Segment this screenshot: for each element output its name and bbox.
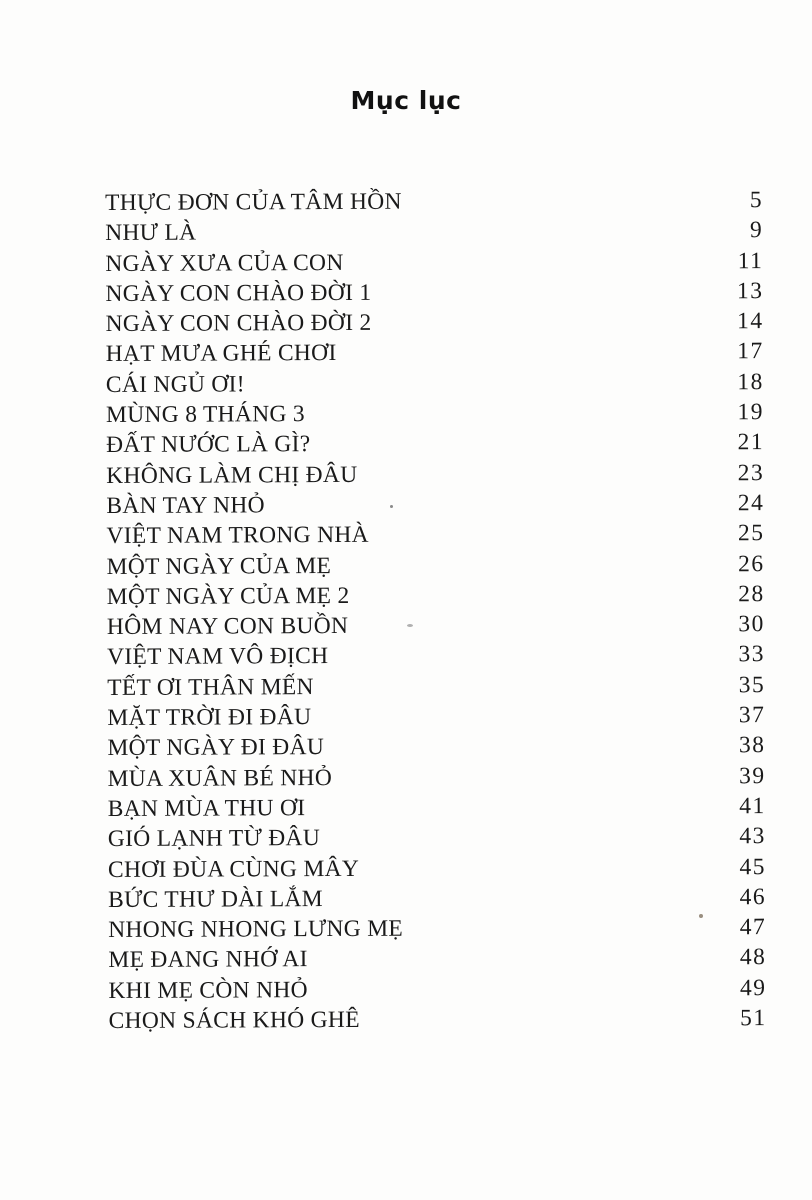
- toc-entry: [108, 884, 766, 917]
- toc-entry: [108, 823, 766, 856]
- toc-entry: [106, 520, 764, 553]
- toc-entry-page: 45: [739, 853, 767, 880]
- toc-entry-title: NHƯ LÀ: [105, 219, 197, 247]
- toc-entry-page: 37: [738, 702, 766, 729]
- toc-entry-page: 9: [749, 217, 764, 244]
- toc-entry: [106, 339, 764, 372]
- toc-entry-title: CHỌN SÁCH KHÓ GHÊ: [108, 1006, 360, 1035]
- toc-entry-page: 43: [739, 823, 766, 850]
- toc-entry-title: BỨC THƯ DÀI LẮM: [108, 885, 323, 913]
- scan-speck: [699, 914, 703, 918]
- toc-entry-title: CÁI NGỦ ƠI!: [105, 371, 245, 398]
- toc-entry: [105, 187, 763, 220]
- toc-entry: [107, 611, 765, 644]
- scan-speck: [407, 624, 413, 627]
- toc-entry-page: 51: [740, 1005, 767, 1032]
- toc-entry: [107, 672, 765, 705]
- toc-entry: [106, 460, 764, 493]
- toc-entry: [109, 1005, 767, 1038]
- toc-entry-page: 24: [737, 490, 765, 517]
- toc-entry: [107, 732, 765, 765]
- toc-entry-page: 5: [749, 187, 764, 214]
- scan-speck: [390, 505, 393, 508]
- toc-entry-title: NGÀY CON CHÀO ĐỜI 1: [105, 279, 372, 307]
- toc-entry-page: 35: [738, 671, 766, 698]
- toc-entry-title: THỰC ĐƠN CỦA TÂM HỒN: [105, 188, 402, 216]
- toc-entry-title: MỘT NGÀY ĐI ĐÂU: [107, 734, 325, 762]
- toc-entry-title: HẠT MƯA GHÉ CHƠI: [105, 340, 337, 368]
- toc-entry-title: MÙNG 8 THÁNG 3: [105, 401, 305, 429]
- toc-entry-page: 17: [737, 338, 764, 365]
- toc-entry-page: 30: [738, 611, 765, 638]
- page-title: Mục lục: [350, 86, 462, 115]
- toc-entry-title: MỘT NGÀY CỦA MẸ: [106, 552, 332, 580]
- toc-entry-title: TẾT ƠI THÂN MẾN: [107, 673, 314, 701]
- toc-entry-title: BÀN TAY NHỎ: [106, 492, 265, 519]
- toc-entry-page: 41: [739, 793, 766, 820]
- toc-entry-page: 38: [738, 732, 766, 759]
- toc-entry-title: ĐẤT NƯỚC LÀ GÌ?: [106, 431, 311, 459]
- toc-entry: [107, 581, 765, 614]
- toc-entry-title: BẠN MÙA THU ƠI: [107, 795, 306, 822]
- toc-entry: [108, 945, 766, 978]
- toc-entry: [106, 490, 764, 523]
- toc-entry: [106, 399, 764, 432]
- toc-entry-page: 46: [739, 883, 767, 911]
- toc-entry-page: 33: [738, 641, 766, 668]
- toc-entry-title: NGÀY XƯA CỦA CON: [105, 249, 344, 277]
- toc-entry-title: VIỆT NAM TRONG NHÀ: [106, 522, 369, 550]
- toc-entry: [105, 278, 763, 311]
- toc-entry-title: MÙA XUÂN BÉ NHỎ: [107, 764, 333, 792]
- table-of-contents: [105, 187, 767, 1038]
- toc-entry: [108, 763, 766, 796]
- toc-entry-title: MẶT TRỜI ĐI ĐÂU: [107, 704, 312, 732]
- toc-entry-page: 14: [737, 308, 764, 335]
- toc-entry-page: 13: [736, 278, 764, 305]
- toc-entry-title: GIÓ LẠNH TỪ ĐÂU: [107, 825, 321, 853]
- toc-entry-title: HÔM NAY CON BUỒN: [106, 613, 349, 641]
- toc-entry: [105, 248, 763, 281]
- toc-entry-page: 47: [739, 914, 767, 941]
- toc-entry-page: 28: [738, 580, 765, 608]
- toc-entry: [106, 369, 764, 402]
- toc-entry: [107, 551, 765, 584]
- toc-entry-page: 19: [737, 399, 765, 426]
- toc-entry: [108, 975, 766, 1008]
- toc-entry-page: 49: [739, 974, 767, 1001]
- toc-entry-title: KHI MẸ CÒN NHỎ: [108, 976, 308, 1004]
- toc-entry-page: 21: [737, 429, 765, 456]
- toc-entry-title: VIỆT NAM VÔ ĐỊCH: [106, 643, 329, 671]
- toc-entry-page: 26: [738, 550, 765, 577]
- toc-entry-title: KHÔNG LÀM CHỊ ĐÂU: [106, 461, 358, 489]
- toc-entry: [108, 914, 766, 947]
- toc-entry-page: 18: [737, 368, 764, 396]
- toc-entry-page: 11: [737, 247, 764, 274]
- toc-entry: [107, 702, 765, 735]
- toc-entry-title: MỘT NGÀY CỦA MẸ 2: [106, 582, 350, 610]
- toc-entry: [105, 217, 763, 250]
- toc-entry: [107, 642, 765, 675]
- toc-entry: [108, 793, 766, 826]
- toc-entry-page: 23: [737, 459, 765, 486]
- toc-entry-page: 25: [737, 520, 765, 547]
- toc-entry: [106, 430, 764, 463]
- toc-entry-title: CHƠI ĐÙA CÙNG MÂY: [107, 855, 360, 883]
- toc-entry: [108, 854, 766, 887]
- toc-entry: [106, 308, 764, 341]
- toc-entry-page: 39: [739, 762, 766, 789]
- toc-entry-title: NHONG NHONG LƯNG MẸ: [108, 915, 404, 944]
- toc-entry-page: 48: [739, 944, 767, 971]
- toc-entry-title: MẸ ĐANG NHỚ AI: [108, 946, 308, 974]
- toc-entry-title: NGÀY CON CHÀO ĐỜI 2: [105, 310, 372, 338]
